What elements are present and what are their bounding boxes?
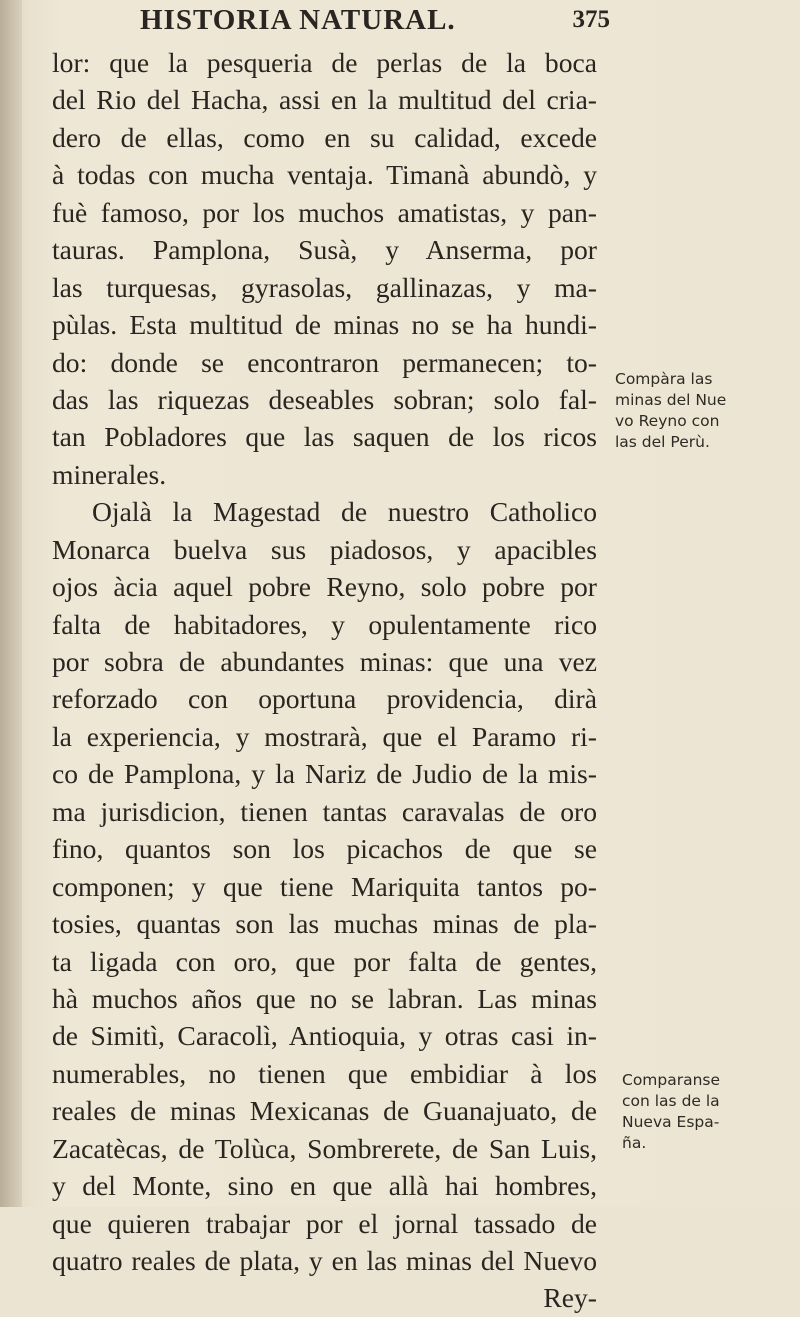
text-line: Ojalà la Magestad de nuestro Catholico (92, 496, 597, 528)
text-line: por sobra de abundantes minas: que una vez (52, 646, 597, 677)
text-line: ojos àcia aquel pobre Reyno, solo pobre por (52, 571, 597, 603)
marginal-note-line: ña. (622, 1134, 647, 1152)
text-line: hà muchos años que no se labran. Las minas (52, 982, 597, 1014)
marginal-note-line: con las de la (622, 1092, 720, 1110)
text-line: dero de ellas, como en su calidad, excede (52, 121, 597, 153)
marginal-note-line: vo Reyno con (615, 412, 720, 430)
page-number: 375 (572, 6, 610, 33)
text-line: las turquesas, gyrasolas, gallinazas, y ma- (52, 271, 597, 303)
page-gutter (0, 0, 22, 1207)
text-line: fuè famoso, por los muchos amatistas, y pan- (52, 196, 597, 228)
marginal-note-line: minas del Nue (615, 391, 727, 409)
text-line: componen; y que tiene Mariquita tantos po- (52, 870, 597, 902)
running-title: HISTORIA NATURAL. (140, 4, 456, 36)
text-line: à todas con mucha ventaja. Timanà abundò, y (52, 159, 597, 191)
text-line: del Rio del Hacha, assi en la multitud del cria- (52, 84, 597, 116)
text-line: pùlas. Esta multitud de minas no se ha hundi- (52, 309, 597, 341)
text-line: que quieren trabajar por el jornal tassado de (52, 1207, 597, 1239)
text-line: reforzado con oportuna providencia, dirà (52, 683, 597, 715)
text-line: do: donde se encontraron permanecen; to- (52, 346, 597, 378)
text-line: minerales. (52, 458, 167, 490)
text-line: Zacatècas, de Tolùca, Sombrerete, de San Luis, (52, 1132, 597, 1164)
marginal-note-line: Compàra las (615, 370, 713, 388)
text-line: ma jurisdicion, tienen tantas caravalas de oro (52, 795, 597, 827)
text-line: quatro reales de plata, y en las minas del Nuevo (52, 1245, 597, 1276)
page-header (140, 4, 610, 40)
marginal-note-line: Comparanse (622, 1071, 721, 1089)
catchword: Rey- (543, 1282, 597, 1314)
marginal-note-line: Nueva Espa- (622, 1113, 720, 1131)
text-line: tauras. Pamplona, Susà, y Anserma, por (52, 234, 597, 266)
text-line: tan Pobladores que las saquen de los ricos (52, 421, 597, 453)
body-text (52, 44, 597, 1317)
text-line: ta ligada con oro, que por falta de gentes, (52, 945, 597, 977)
text-line: de Simitì, Caracolì, Antioquia, y otras casi in- (52, 1020, 597, 1052)
text-line: lor: que la pesqueria de perlas de la boca (52, 47, 597, 78)
text-line: Monarca buelva sus piadosos, y apacibles (52, 533, 597, 565)
text-line: co de Pamplona, y la Nariz de Judio de la mis- (52, 758, 597, 790)
text-line: y del Monte, sino en que allà hai hombres, (52, 1170, 597, 1202)
text-line: la experiencia, y mostrarà, que el Paramo ri- (52, 720, 597, 752)
text-line: fino, quantos son los picachos de que se (52, 833, 597, 865)
marginal-note (615, 369, 795, 453)
text-line: numerables, no tienen que embidiar à los (52, 1057, 597, 1089)
text-line: das las riquezas deseables sobran; solo fal- (52, 383, 597, 415)
text-line: tosies, quantas son las muchas minas de pla- (52, 908, 597, 940)
marginal-note (622, 1070, 800, 1154)
marginal-note-line: las del Perù. (615, 433, 710, 451)
text-line: reales de minas Mexicanas de Guanajuato, de (52, 1095, 597, 1127)
text-line: falta de habitadores, y opulentamente rico (52, 608, 597, 640)
